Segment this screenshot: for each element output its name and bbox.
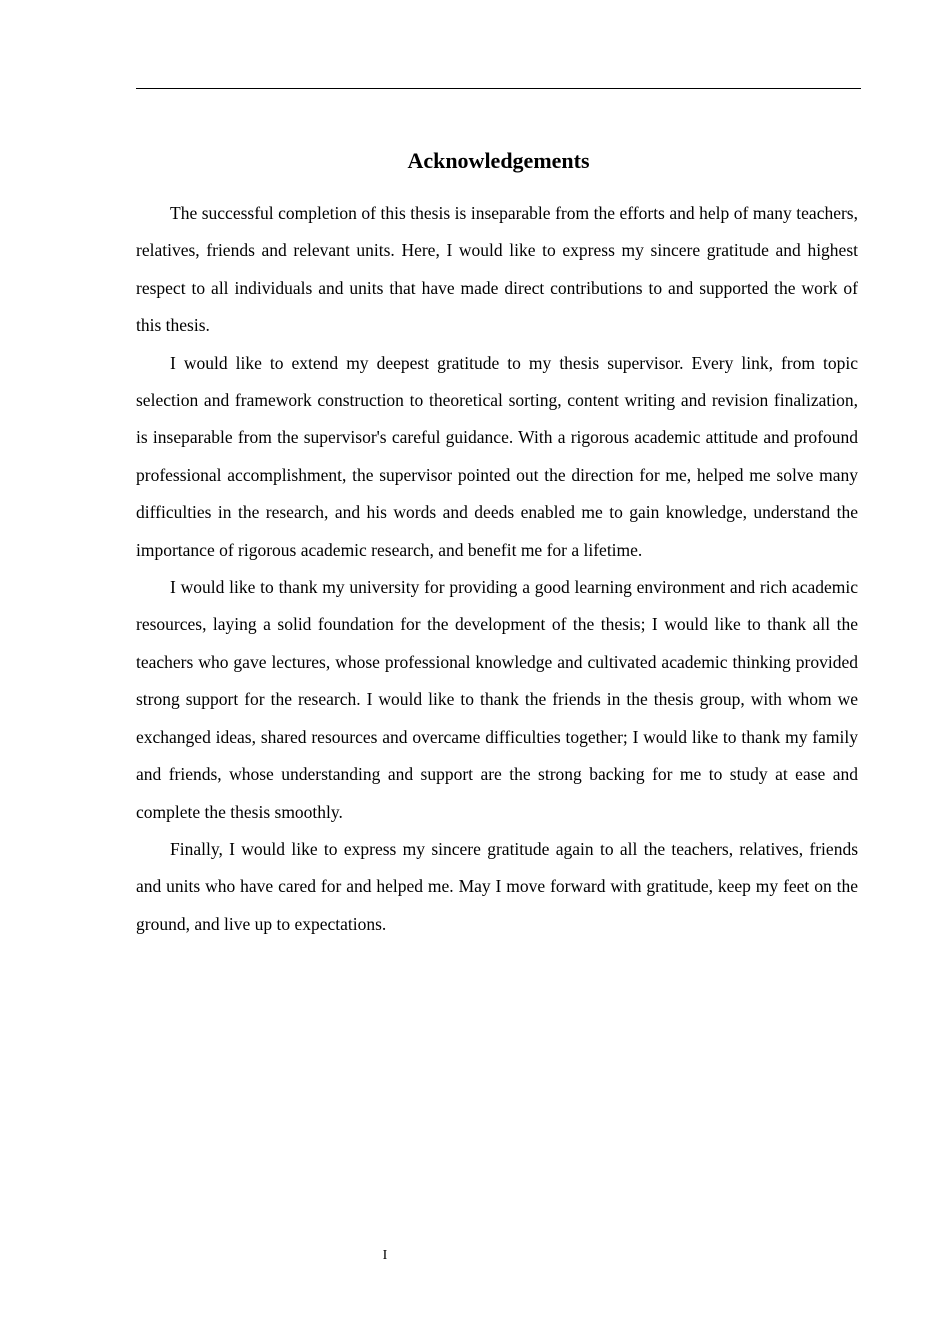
page-number: I <box>382 1248 388 1263</box>
paragraph-3: I would like to thank my university for providing a good learning environment and rich academic resources, laying a solid foundation for the development of the thesis; I would like to thank all the teachers who gave lectures, whose professional knowledge and cultivated academic thinking provided strong support for the research. I would like to thank the friends in the thesis group, with whom we exchanged ideas, shared resources and overcame difficulties together; I would like to thank my family and friends, whose understanding and support are the strong backing for me to study at ease and complete the thesis smoothly. <box>136 577 858 822</box>
paragraph-1: The successful completion of this thesis is inseparable from the efforts and help of many teachers, relatives, friends and relevant units. Here, I would like to express my sincere gratitude and highest respect to all individuals and units that have made direct contributions to and supported the work of this thesis. <box>136 203 858 336</box>
page-title: Acknowledgements <box>407 148 590 173</box>
paragraph-2: I would like to extend my deepest gratitude to my thesis supervisor. Every link, from topic selection and framework construction to theoretical sorting, content writing and revision finalization, is inseparable from the supervisor's careful guidance. With a rigorous academic attitude and profound professional accomplishment, the supervisor pointed out the direction for me, helped me solve many difficulties in the research, and his words and deeds enabled me to gain knowledge, understand the importance of rigorous academic research, and benefit me for a lifetime. <box>136 352 858 560</box>
paragraph-4: Finally, I would like to express my sincere gratitude again to all the teachers, relatives, friends and units who have cared for and helped me. May I move forward with gratitude, keep my feet on the ground, and live up to expectations. <box>136 838 858 934</box>
header-rule <box>136 88 861 89</box>
body-text <box>136 195 858 943</box>
